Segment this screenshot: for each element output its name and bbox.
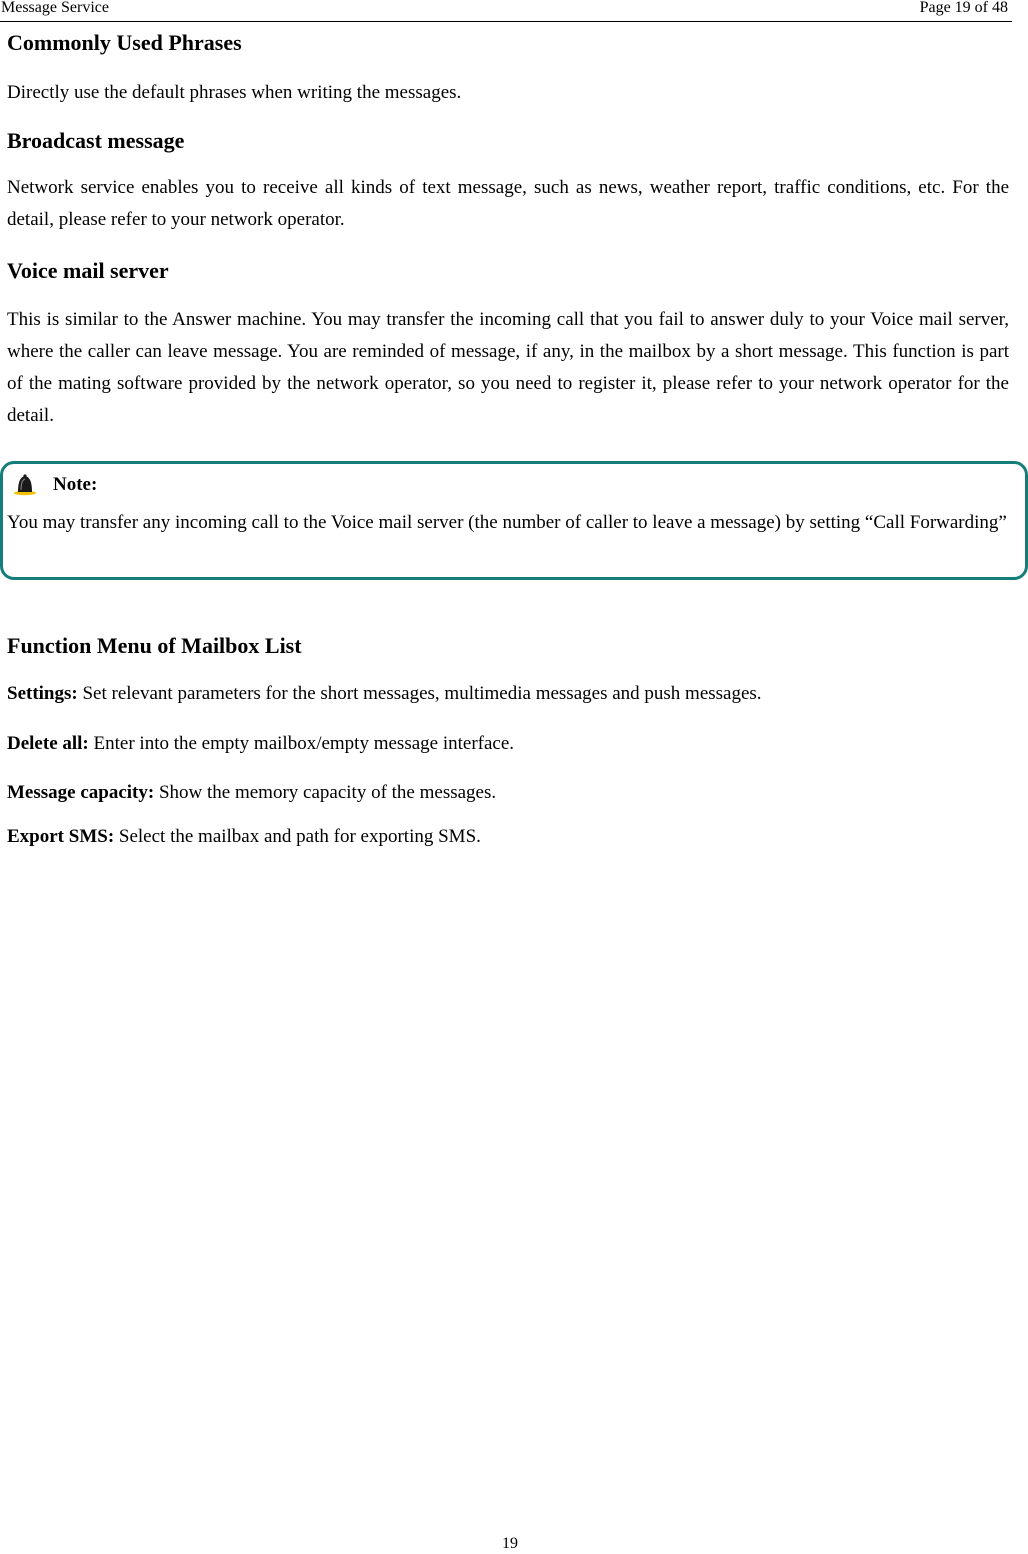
heading-voice-mail-server: Voice mail server bbox=[7, 258, 169, 283]
definition-term: Message capacity: bbox=[7, 782, 155, 803]
header-section-title: Message Service bbox=[1, 0, 109, 16]
bell-icon bbox=[12, 473, 38, 497]
heading-function-menu: Function Menu of Mailbox List bbox=[7, 633, 302, 658]
page-header bbox=[0, 0, 1012, 22]
definition-delete-all bbox=[7, 731, 1009, 757]
note-title: Note: bbox=[53, 474, 98, 495]
definition-message-capacity bbox=[7, 780, 1009, 806]
heading-commonly-used-phrases: Commonly Used Phrases bbox=[7, 30, 242, 55]
definition-description: Enter into the empty mailbox/empty message interface. bbox=[88, 733, 515, 754]
note-box bbox=[0, 461, 1028, 580]
definition-term: Delete all: bbox=[7, 733, 89, 754]
paragraph-phrases: Directly use the default phrases when writing the messages. bbox=[7, 82, 462, 103]
note-header bbox=[12, 472, 97, 498]
definition-description: Show the memory capacity of the messages. bbox=[154, 782, 497, 803]
definition-export-sms bbox=[7, 824, 1009, 850]
page-number: 19 bbox=[502, 1535, 518, 1552]
definition-term: Export SMS: bbox=[7, 826, 115, 847]
note-text: You may transfer any incoming call to the Voice mail server (the number of caller to leave a message) by setting “Call Forwarding” bbox=[7, 512, 1007, 533]
definition-description: Select the mailbax and path for exporting SMS. bbox=[114, 826, 481, 847]
heading-broadcast-message: Broadcast message bbox=[7, 128, 185, 153]
definition-term: Settings: bbox=[7, 683, 78, 704]
header-page-label: Page 19 of 48 bbox=[919, 0, 1008, 16]
paragraph-voice-mail: This is similar to the Answer machine. You may transfer the incoming call that you fail to answer duly to your Voice mail server, where the caller can leave message. You are reminded of message, if any, in the mailbox by a short message. This function is part of the mating software provided by the network operator, so you need to register it, please refer to your network operator for the detail. bbox=[7, 309, 1009, 426]
definition-settings bbox=[7, 681, 1009, 707]
paragraph-broadcast: Network service enables you to receive all kinds of text message, such as news, weather report, traffic conditions, etc. For the detail, please refer to your network operator. bbox=[7, 177, 1009, 230]
definition-description: Set relevant parameters for the short messages, multimedia messages and push messages. bbox=[77, 683, 762, 704]
